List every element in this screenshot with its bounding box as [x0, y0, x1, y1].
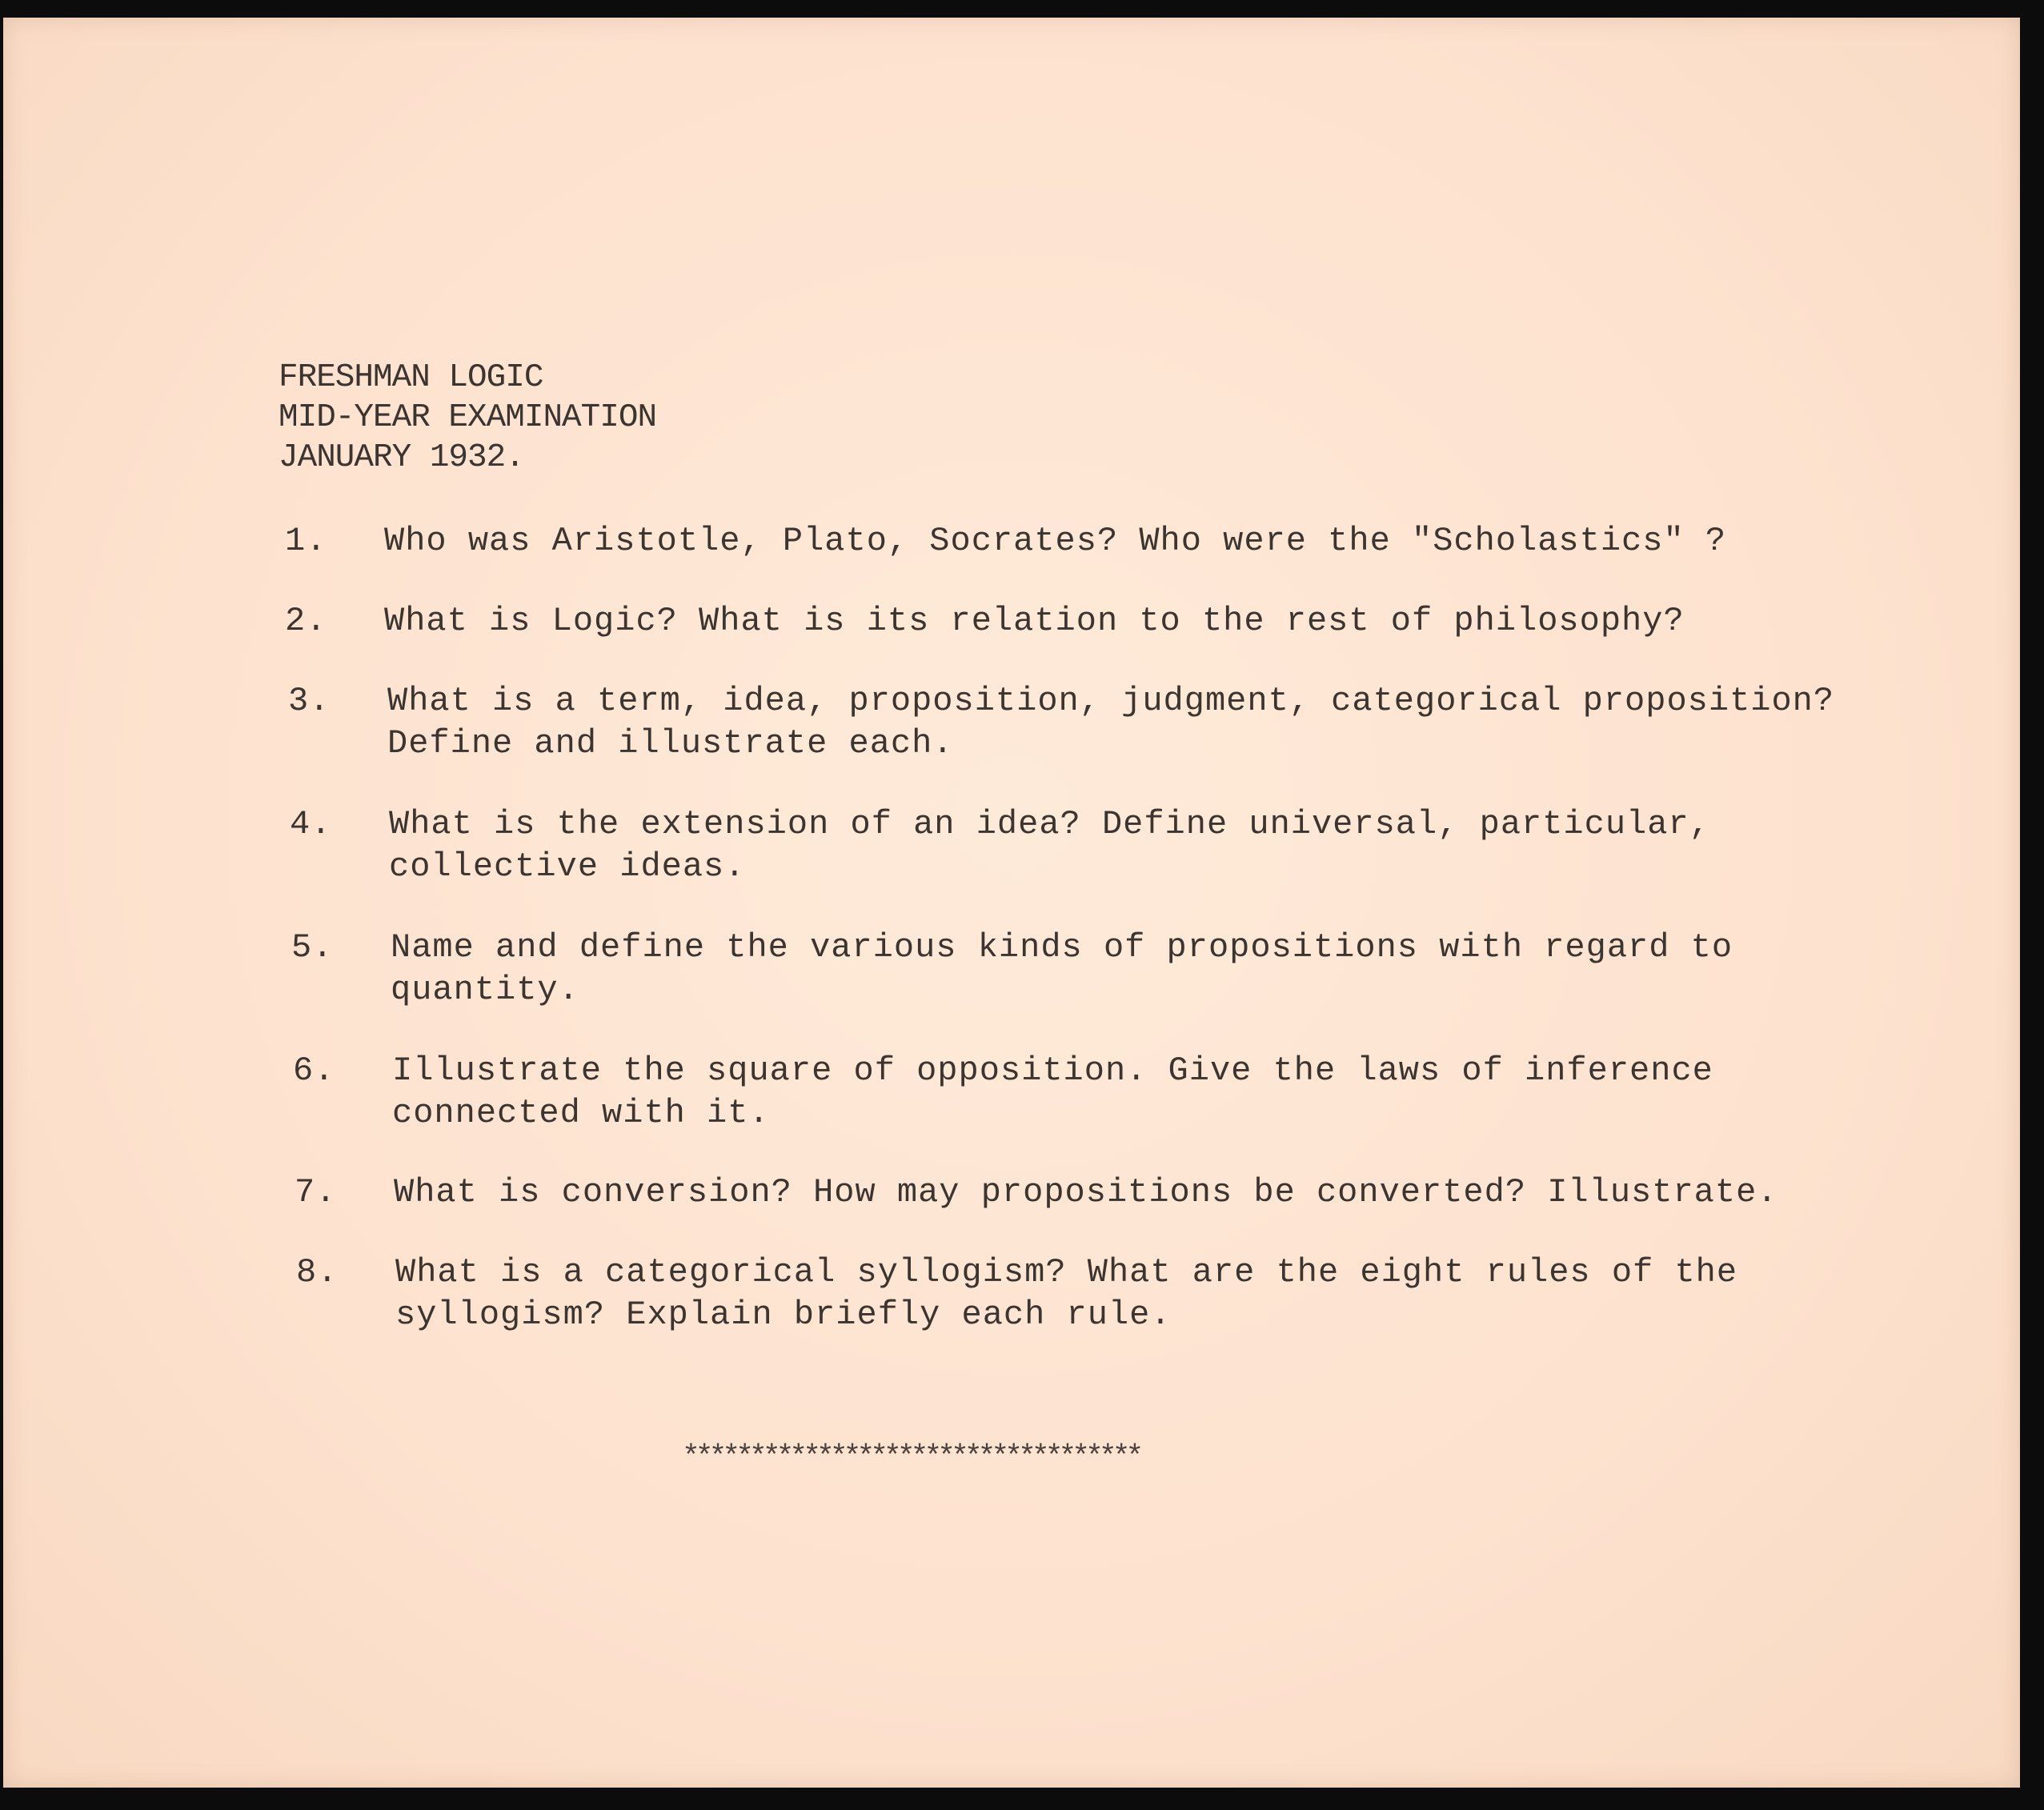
question-number: 8.	[296, 1253, 339, 1291]
question-text: Who was Aristotle, Plato, Socrates? Who were the "Scholastics" ?	[384, 522, 1727, 560]
question-text: What is a categorical syllogism? What are the eight rules of the syllogism? Explain briefly each rule.	[395, 1253, 1738, 1334]
exam-page	[3, 18, 2020, 1788]
question-text: What is a term, idea, proposition, judgment, categorical proposition? Define and illustrate each.	[387, 682, 1835, 763]
question-number: 3.	[288, 682, 331, 720]
course-title: FRESHMAN LOGIC	[279, 359, 543, 396]
exam-heading	[279, 358, 656, 478]
question-text: Illustrate the square of opposition. Give the laws of inference connected with it.	[392, 1051, 1713, 1132]
question-text: What is conversion? How may propositions be converted? Illustrate.	[394, 1173, 1778, 1211]
question-number: 5.	[291, 928, 334, 967]
question-text: Name and define the various kinds of propositions with regard to quantity.	[391, 928, 1733, 1009]
question-number: 7.	[295, 1173, 337, 1211]
question-text: What is the extension of an idea? Define universal, particular, collective ideas.	[389, 805, 1710, 886]
question-text: What is Logic? What is its relation to the rest of philosophy?	[384, 602, 1685, 640]
question-number: 2.	[285, 602, 327, 640]
exam-date: JANUARY 1932.	[279, 439, 524, 476]
question-number: 1.	[285, 522, 327, 560]
exam-title: MID-YEAR EXAMINATION	[279, 399, 657, 436]
question-number: 6.	[293, 1051, 335, 1090]
question-number: 4.	[290, 805, 332, 843]
footer-star-divider: **********************************	[682, 1440, 1140, 1475]
